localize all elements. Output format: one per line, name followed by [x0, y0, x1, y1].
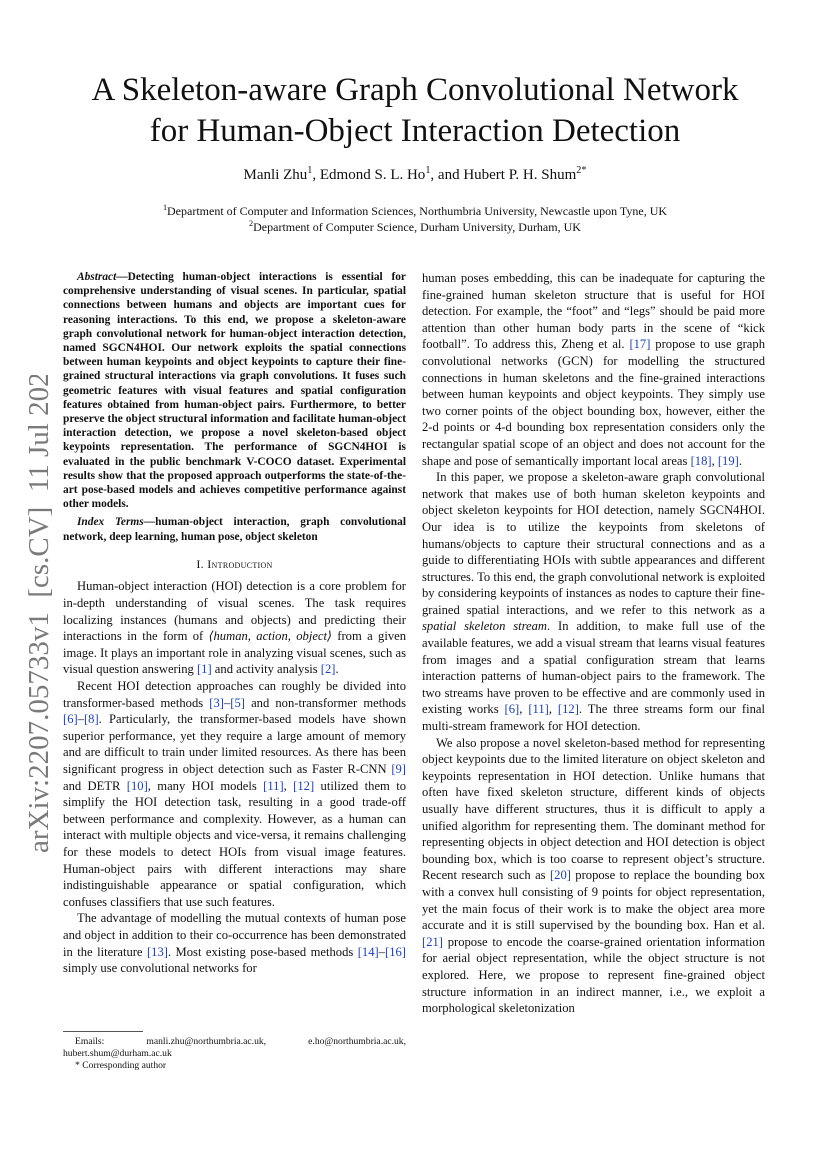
citation-link[interactable]: [11] — [528, 702, 549, 717]
citation-link[interactable]: [16] — [385, 944, 406, 959]
citation-link[interactable]: [6] — [504, 702, 520, 717]
right-column — [422, 270, 765, 1017]
citation-link[interactable]: [14] — [357, 944, 379, 959]
footnote-corresponding: * Corresponding author — [75, 1060, 167, 1071]
intro-paragraph-2: Recent HOI detection approaches can roughly be divided into transformer-based methods [3]–[5] and non-transformer methods [6]–[8]. Particularly, the transformer-based models have shown superior performance, yet they require a large amount of memory and are difficult to train under limited resources. As there has been significant progress in object detection such as Faster R-CNN [9] and DETR [10], many HOI models [11], [12] utilized them to simplify the HOI detection task, resulting in a good trade-off between performance and complexity. However, as a human can interact with multiple objects and vice-versa, it remains challenging for these models to detect HOIs from visual image features. Human-object pairs with different interactions may share indistinguishable appearance or spatial configuration, which confuses classifiers that use such features. — [63, 679, 406, 909]
citation-link[interactable]: [6] — [63, 712, 78, 727]
footnote-emails: Emails: manli.zhu@northumbria.ac.uk, e.ho@northumbria.ac.uk, hubert.shum@durham.ac.uk — [63, 1036, 406, 1059]
author-affil-marker: 1 — [307, 165, 313, 176]
affiliation-1 — [60, 203, 770, 219]
intro-paragraph-3: The advantage of modelling the mutual contexts of human pose and object in addition to their co-occurrence has been demonstrated in the literature [13]. Most existing pose-based methods [14]–[16] simply use convolutional networks for — [63, 911, 406, 976]
citation-link[interactable]: [12] — [557, 702, 579, 717]
right-paragraph-1: human poses embedding, this can be inadequate for capturing the fine-grained human skeleton structure that is useful for HOI detection. For example, the “foot” and “legs” should be paid more attention than other human body parts in the scene of “kick football”. To address this, Zheng et al. [17] propose to use graph convolutional networks (GCN) for modelling the structured connections in human skeletons and the fine-grained interactions between human keypoints and object keypoints. They simply use two corner points of the object bounding box, however, either the 2-d points or 4-d bounding box representation considers only the rectangular spatial scope of an object and does not account for the shape and pose of semantically important local areas [18], [19]. — [422, 271, 765, 468]
section-heading-introduction — [63, 556, 406, 573]
index-terms-label: Index Terms — [77, 516, 144, 529]
left-column — [63, 270, 406, 977]
citation-link[interactable]: [11] — [263, 778, 284, 793]
citation-link[interactable]: [5] — [230, 695, 245, 710]
footnotes — [63, 1031, 406, 1072]
author-name: , Edmond S. L. Ho — [312, 167, 426, 183]
section-title: Introduction — [207, 556, 273, 571]
abstract-label: Abstract — [77, 271, 117, 283]
author-name: Manli Zhu — [243, 167, 308, 183]
index-terms — [63, 515, 406, 543]
emphasis-term: spatial skeleton stream — [422, 619, 548, 634]
citation-link[interactable]: [17] — [629, 337, 651, 352]
affiliation-text: Department of Computer and Information Sciences, Northumbria University, Newcastle upon Tyne, UK — [167, 204, 668, 218]
citation-link[interactable]: [1] — [196, 662, 212, 677]
footnote-rule — [63, 1031, 143, 1032]
right-paragraph-2: In this paper, we propose a skeleton-aware graph convolutional network that makes use of both human skeleton keypoints and object skeleton keypoints for HOI detection, namely SGCN4HOI. Our idea is to utilize the keypoints from skeletons of humans/objects to capture their structural connections and as a guide to differentiating HOIs with subtle appearances and different structures. To this end, the graph convolutional network is exploited by considering keypoints of instances as nodes to capture their fine-grained spatial interactions, and we refer to this network as a spatial skeleton stream. In addition, to make full use of the available features, we add a visual stream that learns visual features from images and a spatial configuration stream that learns interaction patterns of human-object pairs to the framework. The two streams have proven to be effective and are commonly used in existing works [6], [11], [12]. The three streams form our final multi-stream framework for HOI detection. — [422, 470, 765, 734]
section-numeral: I. — [196, 556, 208, 571]
title-line-2: for Human-Object Interaction Detection — [149, 113, 681, 149]
abstract-text: —Detecting human-object interactions is essential for comprehensive understanding of visual scenes. In particular, spatial connections between humans and objects are important cues for reasoning interactions. To this end, we propose a skeleton-aware graph convolutional network for human-object interaction detection, named SGCN4HOI. Our network exploits the spatial connections between human keypoints and object keypoints to capture their fine-grained structural interactions via graph convolutions. It fuses such geometric features with visual features and spatial configuration features obtained from human-object pairs. Furthermore, to better preserve the object structural information and facilitate human-object interaction detection, we propose a novel skeleton-based object keypoints representation. The performance of SGCN4HOI is evaluated in the public benchmark V-COCO dataset. Experimental results show that the proposed approach outperforms the state-of-the-art pose-based models and achieves competitive performance against other models. — [63, 271, 406, 511]
author-affil-marker: 2* — [576, 165, 587, 176]
affiliation-text: Department of Computer Science, Durham University, Durham, UK — [253, 220, 581, 234]
citation-link[interactable]: [13] — [146, 944, 168, 959]
affil-marker: 1 — [162, 203, 168, 212]
right-paragraph-3: We also propose a novel skeleton-based method for representing object keypoints due to the limited literature on object skeleton and keypoints representation in HOI detection. Unlike humans that often have fixed skeleton structure, different kinds of objects usually have different structures, thus it is difficult to apply a unified algorithm for representing them. The dominant method for representing objects in object detection and HOI detection is object bounding box, which is too coarse to represent object’s structure. Recent research such as [20] propose to replace the bounding box with a convex hull consisting of 9 points for object representation, yet the main focus of their work is to make the object area more accurate and it is still supervised by the bounding box. Han et al. [21] propose to encode the coarse-grained orientation information for aerial object representation, while the object structure is not explored. Here, we propose to represent fine-grained object structure information in an indirect manner, i.e., we exploit a morphological skeletonization — [422, 735, 766, 1016]
arxiv-identifier-text: arXiv:2207.05733v1 [cs.CV] 11 Jul 2022 — [23, 375, 55, 853]
citation-link[interactable]: [9] — [391, 761, 406, 776]
author-name: , and Hubert P. H. Shum — [430, 167, 577, 183]
arxiv-identifier-stamp — [12, 375, 60, 855]
citation-link[interactable]: [10] — [126, 778, 148, 793]
citation-link[interactable]: [20] — [549, 868, 571, 883]
title-line-1: A Skeleton-aware Graph Convolutional Network — [91, 72, 739, 108]
author-list — [60, 167, 770, 184]
index-terms-text: —human-object interaction, graph convolutional network, deep learning, human pose, object skeleton — [63, 516, 406, 543]
citation-link[interactable]: [18] — [690, 453, 712, 468]
citation-link[interactable]: [19] — [717, 453, 739, 468]
affiliation-2 — [60, 219, 770, 235]
affiliations — [60, 203, 770, 235]
citation-link[interactable]: [2] — [320, 662, 336, 677]
citation-link[interactable]: [3] — [209, 695, 224, 710]
abstract — [63, 270, 406, 511]
author-affil-marker: 1 — [425, 165, 431, 176]
citation-link[interactable]: [8] — [83, 712, 99, 727]
citation-link[interactable]: [21] — [422, 934, 443, 949]
intro-paragraph-1: Human-object interaction (HOI) detection is a core problem for in-depth understanding of visual scenes. The task requires localizing instances (humans and objects) and predicting their interactions in the form of ⟨human, action, object⟩ from a given image. It plays an important role in analyzing visual scenes, such as visual question answering [1] and activity analysis [2]. — [63, 579, 406, 677]
citation-link[interactable]: [12] — [293, 778, 315, 793]
paper-title — [60, 70, 770, 152]
affil-marker: 2 — [249, 219, 254, 228]
hoi-triplet-math: ⟨human, action, object⟩ — [208, 629, 332, 644]
